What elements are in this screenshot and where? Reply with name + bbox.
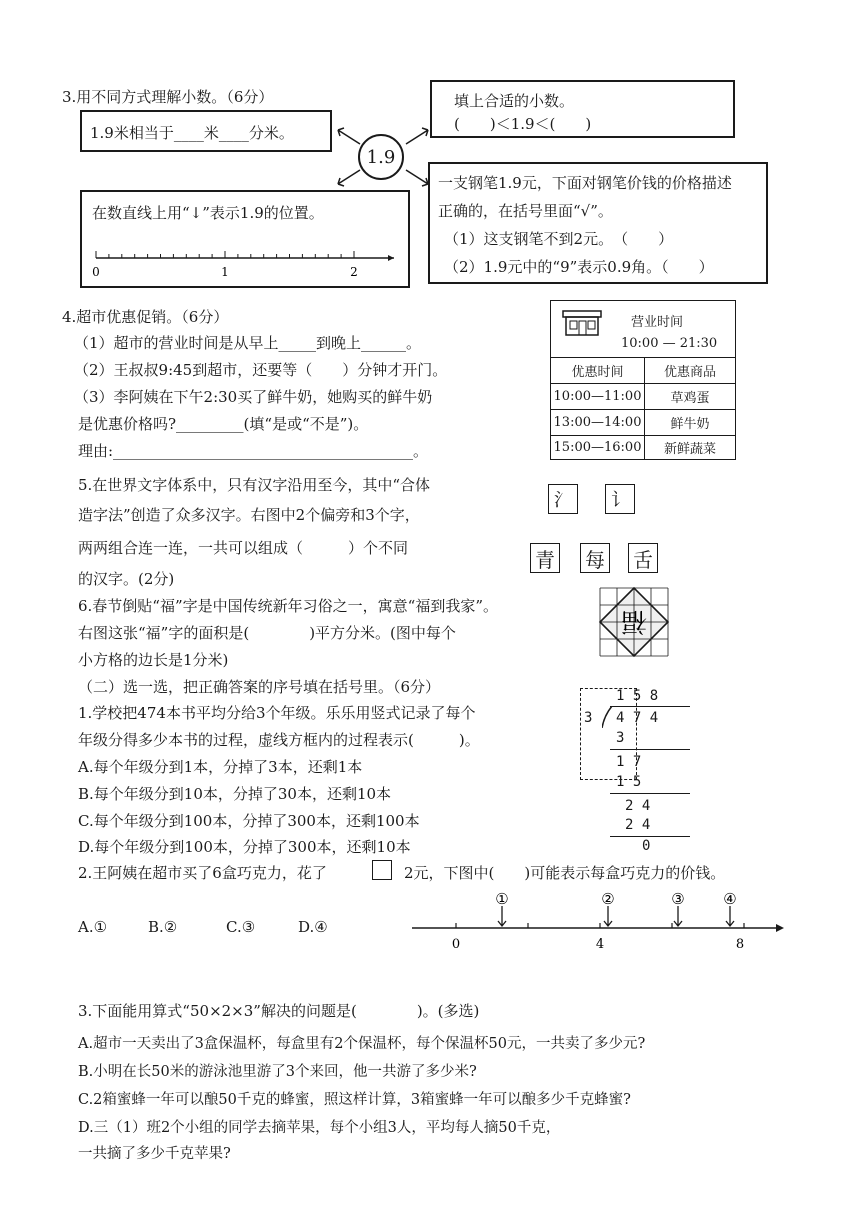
p2q3-option-d-cont: 一共摘了多少千克苹果? [78,1146,231,1162]
nl-label-2: 2 [350,265,358,279]
mark-3: ③ [671,890,685,908]
axis-label-4: 4 [595,937,605,952]
division-divisor: 3 [584,710,593,726]
q3-title: 3.用不同方式理解小数。（6分） [62,88,274,106]
arrow-down-icon [674,906,682,926]
q4-line2: （2）王叔叔9:45到超市，还要等（ ）分钟才开门。 [74,361,448,379]
fu-character: 福 [620,606,648,636]
p2q2-option-c: C.③ [226,918,256,936]
q5-line2: 造字法”创造了众多汉字。右图中2个偏旁和3个字， [78,506,420,524]
q3-pen-line2: 正确的，在括号里面“√”。 [438,202,613,220]
q4-title: 4.超市优惠促销。（6分） [62,308,229,326]
q3-center-circle: 1.9 [358,134,404,180]
q5-line4: 的汉字。(2分) [78,570,175,588]
char-mei: 每 [580,543,610,573]
division-rule [610,749,690,750]
p2q2-line-a: 2.王阿姨在超市买了6盒巧克力，花了 [78,864,327,882]
division-step-1: 3 [616,730,625,746]
axis-label-0: 0 [451,937,461,952]
radical-water: 氵 [548,484,578,514]
division-step-2: 1 7 [616,754,642,770]
q4-card-hours: 10:00 — 21:30 [621,336,718,351]
q3-box-pen-price [428,162,768,284]
table-header-time: 优惠时间 [550,357,645,384]
p2q1-option-d: D.每个年级分到100本，分掉了300本，还剩10本 [78,838,411,856]
division-rule [610,836,690,837]
nl-label-0: 0 [92,265,100,279]
mark-4: ④ [723,890,737,908]
fu-grid [598,586,670,658]
axis-label-8: 8 [735,937,745,952]
q6-line3: 小方格的边长是1分米) [78,651,229,669]
q5-line3: 两两组合连一连，一共可以组成（ ）个不同 [78,539,409,557]
nl-label-1: 1 [221,265,229,279]
p2q2-line-b: 2元，下图中( )可能表示每盒巧克力的价钱。 [404,864,726,882]
char-qing: 青 [530,543,560,573]
q3-box-fill-line2: ( )＜1.9＜( ) [454,115,592,133]
q4-line4: 是优惠价格吗?_________(填“是或“不是”)。 [78,415,369,433]
store-icon [561,307,603,337]
p2q3-option-d: D.三（1）班2个小组的同学去摘苹果，每个小组3人，平均每人摘50千克， [78,1120,561,1136]
mark-2: ② [601,890,615,908]
q6-line2: 右图这张“福”字的面积是( )平方分米。(图中每个 [78,624,456,642]
division-bar [610,706,690,707]
q3-box-fill-decimal [430,80,735,138]
table-row-time: 13:00—14:00 [550,409,645,436]
table-row-goods: 新鲜蔬菜 [644,435,736,460]
q2-number-line [410,890,790,956]
table-row-time: 10:00—11:00 [550,383,645,410]
arrow-down-left-icon [338,170,360,186]
p2q1-line1: 1.学校把474本书平均分给3个年级。乐乐用竖式记录了每个 [78,704,476,722]
division-step-5: 2 4 [625,817,651,833]
arrow-down-right-icon [406,170,428,186]
arrow-up-right-icon [406,128,428,144]
part2-title: （二）选一选，把正确答案的序号填在括号里。（6分） [78,678,441,696]
p2q1-option-c: C.每个年级分到100本，分掉了300本，还剩100本 [78,812,420,830]
division-step-4: 2 4 [625,798,651,814]
q3-pen-line3: （1）这支钢笔不到2元。 （ ） [444,230,674,248]
q3-number-line-text: 在数直线上用“↓”表示1.9的位置。 [92,204,324,222]
q6-line1: 6.春节倒贴“福”字是中国传统新年习俗之一，寓意“福到我家”。 [78,597,498,615]
q3-pen-line4: （2）1.9元中的“9”表示0.9角。（ ） [444,258,714,276]
q4-line1: （1）超市的营业时间是从早上_____到晚上______。 [74,334,422,352]
division-remainder: 0 [642,838,651,854]
p2q2-option-d: D.④ [298,918,328,936]
p2q1-option-a: A.每个年级分到1本，分掉了3本，还剩1本 [78,758,363,776]
p2q2-option-b: B.② [148,918,178,936]
p2q1-option-b: B.每个年级分到10本，分掉了30本，还剩10本 [78,785,392,803]
q5-line1: 5.在世界文字体系中，只有汉字沿用至今，其中“合体 [78,476,430,494]
division-bracket [602,706,614,728]
arrow-down-icon [604,906,612,926]
p2q3-option-c: C.2箱蜜蜂一年可以酿50千克的蜂蜜，照这样计算，3箱蜜蜂一年可以酿多少千克蜂蜜? [78,1092,631,1108]
division-step-3: 1 5 [616,774,642,790]
table-row-goods: 鲜牛奶 [644,409,736,436]
blank-box [372,860,392,880]
arrow-down-icon [498,906,506,926]
table-header-goods: 优惠商品 [644,357,736,384]
q3-number-line [92,250,404,280]
q3-box-number-line [80,190,410,288]
q4-line5: 理由:________________________________________。 [78,442,429,460]
table-row-time: 15:00—16:00 [550,435,645,460]
table-row-goods: 草鸡蛋 [644,383,736,410]
q3-box-fill-line1: 填上合适的小数。 [454,92,575,110]
long-division [574,686,694,854]
division-rule [610,793,690,794]
q3-pen-line1: 一支钢笔1.9元，下面对钢笔价钱的价格描述 [438,174,732,192]
arrow-down-icon [726,906,734,926]
p2q3-option-b: B.小明在长50米的游泳池里游了3个来回，他一共游了多少米? [78,1064,477,1080]
division-dividend: 4 7 4 [616,710,659,726]
p2q3-title: 3.下面能用算式“50×2×3”解决的问题是( )。(多选) [78,1002,480,1020]
p2q3-option-a: A.超市一天卖出了3盒保温杯，每盒里有2个保温杯，每个保温杯50元，一共卖了多少元? [78,1036,646,1052]
q3-arrows [320,108,435,198]
q3-box-meters-text: 1.9米相当于____米____分米。 [90,124,294,142]
q4-line3: （3）李阿姨在下午2:30买了鲜牛奶，她购买的鲜牛奶 [74,388,433,406]
q4-hours-card [550,300,736,460]
q3-box-meters [80,110,332,152]
mark-1: ① [495,890,509,908]
char-she: 舌 [628,543,658,573]
division-quotient: 1 5 8 [616,688,659,704]
arrow-up-left-icon [338,128,360,144]
q4-card-title: 营业时间 [631,315,684,330]
p2q1-line2: 年级分得多少本书的过程，虚线方框内的过程表示( )。 [78,731,480,749]
radical-speech: 讠 [605,484,635,514]
p2q2-option-a: A.① [78,918,108,936]
